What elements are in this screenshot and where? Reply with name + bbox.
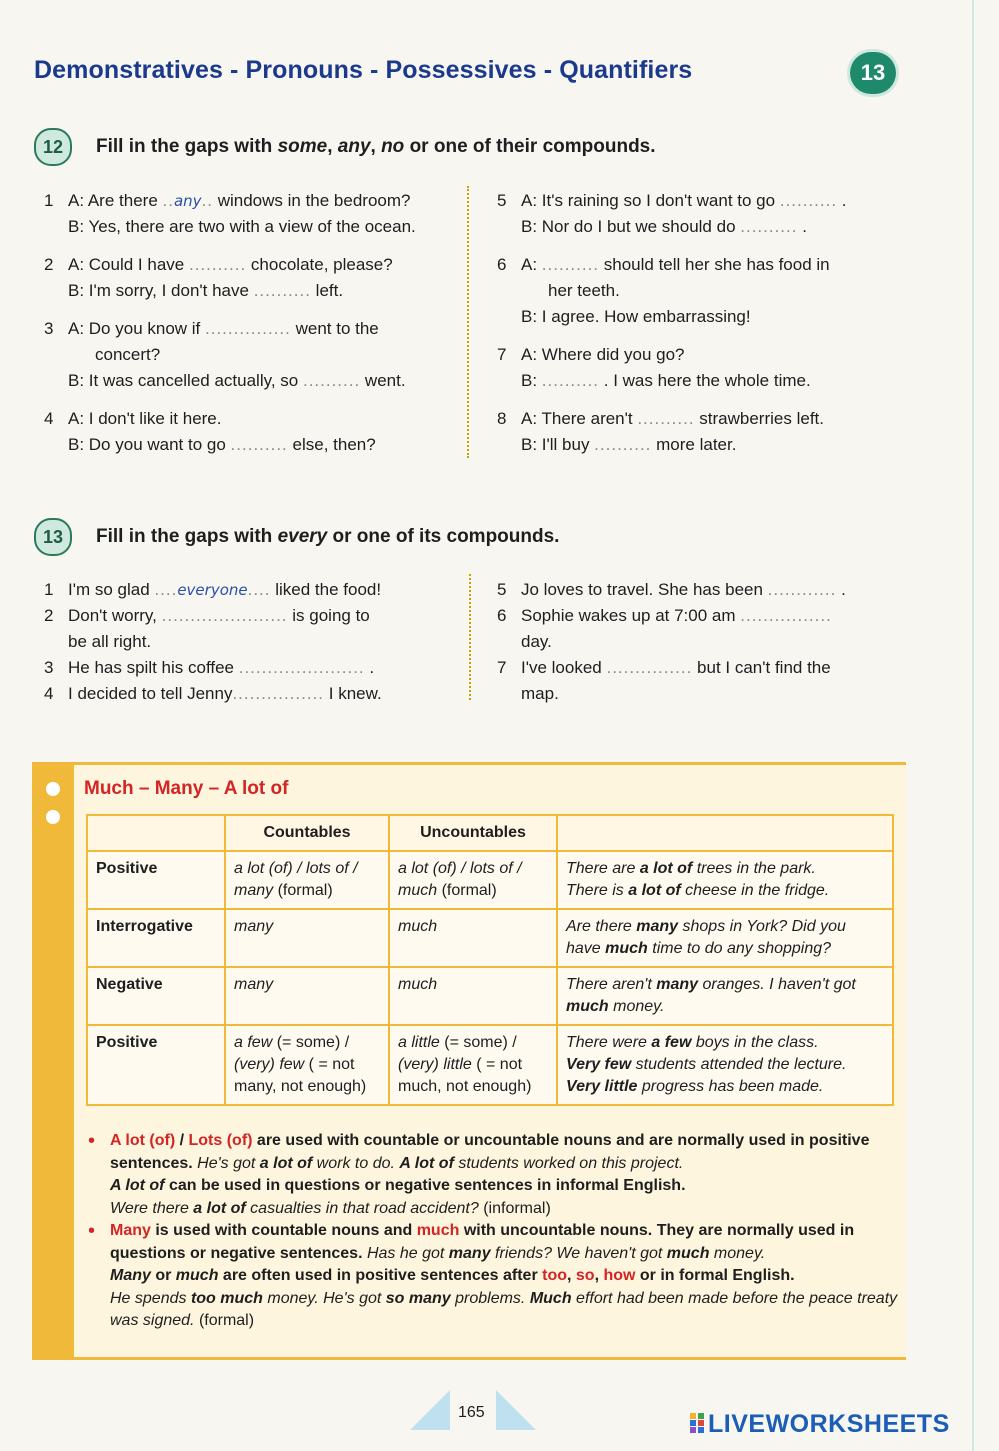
example-text: work to do. xyxy=(312,1154,400,1172)
line-text: chocolate, please? xyxy=(246,255,393,274)
register-tag: (informal) xyxy=(478,1199,551,1217)
page-decor-right xyxy=(496,1390,536,1430)
column-divider xyxy=(467,186,469,458)
note-bullet-2 xyxy=(88,1220,898,1333)
line-text: A: Could I have xyxy=(68,255,189,274)
example-text: problems. xyxy=(450,1289,530,1307)
line-text: A: xyxy=(521,255,542,274)
cell-text: ( = not xyxy=(471,1056,523,1073)
cell-text: have xyxy=(566,940,606,957)
table-header: Countables xyxy=(225,815,389,851)
line-text: B: It was cancelled actually, so xyxy=(68,371,303,390)
unit-badge: 13 xyxy=(850,52,896,94)
exercise-12-instruction xyxy=(96,136,656,158)
ex12-item-5 xyxy=(497,188,847,236)
bullet-dot-icon xyxy=(46,782,60,796)
example-text: friends? We haven't got xyxy=(490,1244,667,1262)
line-text: A: It's raining so I don't want to go xyxy=(521,191,780,210)
line-text: Sophie wakes up at 7:00 am xyxy=(521,606,741,625)
note-text: , xyxy=(567,1267,576,1284)
cell-text: time to do any shopping? xyxy=(647,940,832,957)
ex13-item-2 xyxy=(44,603,370,651)
line-text: day. xyxy=(521,632,552,651)
example-text: Has he got xyxy=(366,1244,449,1262)
line-text: liked the food! xyxy=(270,580,382,599)
note-bullet-1 xyxy=(88,1130,898,1220)
cell-text: a lot (of) / lots of / xyxy=(398,860,522,877)
line-text: . xyxy=(797,217,807,236)
note-text: Many xyxy=(110,1267,151,1284)
grammar-box-strip xyxy=(32,762,74,1360)
answer-input[interactable]: ............... xyxy=(606,658,693,677)
line-text: should tell her she has food in xyxy=(599,255,830,274)
cell-text: shops in York? Did you xyxy=(678,918,846,935)
example-text: too much xyxy=(190,1289,263,1307)
line-text: He has spilt his coffee xyxy=(68,658,239,677)
separator: , xyxy=(370,136,382,157)
keyword-no: no xyxy=(381,136,405,157)
cell-text: progress has been made. xyxy=(637,1078,824,1095)
answer-input[interactable]: .......... xyxy=(740,217,798,236)
line-text: B: I'm sorry, I don't have xyxy=(68,281,254,300)
line-text: B: Do you want to go xyxy=(68,435,231,454)
example-text: He spends xyxy=(110,1289,191,1307)
grammar-notes xyxy=(88,1130,898,1333)
line-text: B: Yes, there are two with a view of the ocean. xyxy=(68,217,416,236)
line-text: her teeth. xyxy=(548,281,620,300)
ex13-item-3 xyxy=(44,655,375,681)
note-text: or xyxy=(150,1267,176,1284)
keyword: too xyxy=(542,1267,567,1284)
example-text: many xyxy=(448,1244,491,1262)
keyword: Lots (of) xyxy=(188,1132,253,1149)
line-text: more later. xyxy=(651,435,737,454)
ex12-item-3 xyxy=(44,316,406,390)
grammar-table xyxy=(86,814,894,1106)
item-number: 5 xyxy=(497,191,507,210)
example-cell xyxy=(557,967,893,1025)
note-text: , xyxy=(594,1267,604,1284)
cell-text: many xyxy=(636,918,679,935)
line-text: is going to xyxy=(287,606,370,625)
table-header: Uncountables xyxy=(389,815,557,851)
line-text: but I can't find the xyxy=(692,658,831,677)
countables-cell: many xyxy=(225,909,389,967)
uncountables-cell xyxy=(389,1025,557,1105)
line-text: windows in the bedroom? xyxy=(212,191,411,210)
answer-input[interactable]: ................ xyxy=(232,684,325,703)
cell-text: There aren't xyxy=(566,976,657,993)
line-text: A: Where did you go? xyxy=(521,345,685,364)
note-text: A lot of xyxy=(110,1177,165,1194)
answer-dots: .. xyxy=(162,191,174,210)
cell-text: many xyxy=(656,976,699,993)
cell-text: a lot (of) / lots of / xyxy=(234,860,358,877)
row-label: Interrogative xyxy=(87,909,225,967)
cell-text: There are xyxy=(566,860,640,877)
cell-text: ( = not xyxy=(304,1056,355,1073)
line-text: . I was here the whole time. xyxy=(599,371,811,390)
note-text: / xyxy=(175,1132,189,1149)
separator: , xyxy=(327,136,338,157)
ex12-item-8 xyxy=(497,406,824,454)
line-text: I'm so glad xyxy=(68,580,155,599)
cell-text: (= some) / xyxy=(439,1034,517,1051)
note-text: is used with countable nouns and xyxy=(150,1222,417,1239)
cell-text: a lot of xyxy=(628,882,681,899)
item-number: 1 xyxy=(44,580,54,599)
answer-input[interactable]: ...................... xyxy=(161,606,288,625)
example-text: students worked on this project. xyxy=(453,1154,684,1172)
item-number: 5 xyxy=(497,580,507,599)
line-text: I knew. xyxy=(324,684,382,703)
answer-input[interactable]: .......... xyxy=(779,191,838,210)
cell-text: a few xyxy=(234,1034,273,1051)
answer-input[interactable]: .......... xyxy=(230,435,288,454)
keyword: so xyxy=(575,1267,595,1284)
item-number: 3 xyxy=(44,658,54,677)
line-text: B: Nor do I but we should do xyxy=(521,217,741,236)
item-number: 8 xyxy=(497,409,507,428)
ex13-item-7 xyxy=(497,655,831,703)
example-text: Much xyxy=(529,1289,572,1307)
countables-cell: many xyxy=(225,967,389,1025)
keyword: how xyxy=(603,1267,636,1284)
column-divider xyxy=(469,574,471,700)
item-number: 3 xyxy=(44,319,54,338)
example-text: He's got xyxy=(197,1154,260,1172)
line-text: . xyxy=(837,191,847,210)
cell-text: Very little xyxy=(566,1078,638,1095)
line-text: left. xyxy=(310,281,344,300)
page-number: 165 xyxy=(458,1404,485,1421)
instruction-text: Fill in the gaps with xyxy=(96,136,278,157)
answer-dots: .... xyxy=(247,580,271,599)
keyword-every: every xyxy=(277,526,328,547)
cell-text: oranges. I haven't got xyxy=(698,976,856,993)
line-text: . xyxy=(836,580,846,599)
ex13-item-5 xyxy=(497,577,846,603)
example-text: money. xyxy=(709,1244,766,1262)
ex12-item-6 xyxy=(497,252,830,326)
uncountables-cell xyxy=(389,851,557,909)
liveworksheets-logo-icon xyxy=(690,1413,704,1433)
item-number: 2 xyxy=(44,606,54,625)
item-number: 6 xyxy=(497,606,507,625)
keyword: A lot (of) xyxy=(110,1132,176,1149)
item-number: 7 xyxy=(497,345,507,364)
keyword-some: some xyxy=(277,136,328,157)
answer-dots: .. xyxy=(201,191,213,210)
ex12-item-4 xyxy=(44,406,376,454)
line-text: A: Do you know if xyxy=(68,319,206,338)
answer-input[interactable]: .......... xyxy=(188,255,247,274)
cell-text: (very) little xyxy=(398,1056,472,1073)
example-cell xyxy=(557,1025,893,1105)
example-text: a lot of xyxy=(193,1199,246,1217)
note-text: or in formal English. xyxy=(635,1267,795,1284)
table-header xyxy=(557,815,893,851)
table-row xyxy=(87,909,893,967)
ex12-item-2 xyxy=(44,252,393,300)
countables-cell xyxy=(225,1025,389,1105)
answer-input[interactable]: any xyxy=(173,192,202,210)
cell-text: Are there xyxy=(566,918,637,935)
line-text: be all right. xyxy=(68,632,152,651)
line-text: went to the xyxy=(290,319,379,338)
line-text: B: I agree. How embarrassing! xyxy=(521,307,751,326)
line-text: I decided to tell Jenny xyxy=(68,684,233,703)
answer-input[interactable]: .......... xyxy=(253,281,311,300)
line-text: map. xyxy=(521,684,559,703)
cell-text: much xyxy=(605,940,648,957)
example-text: money. He's got xyxy=(262,1289,386,1307)
line-text: A: I don't like it here. xyxy=(68,409,222,428)
line-text: B: I'll buy xyxy=(521,435,595,454)
item-number: 7 xyxy=(497,658,507,677)
ex13-item-1 xyxy=(44,577,382,603)
example-text: effort had been made before the peace treaty was signed. xyxy=(110,1289,898,1329)
page-edge xyxy=(972,0,974,1451)
line-text: B: xyxy=(521,371,542,390)
table-row xyxy=(87,967,893,1025)
note-text: are used with countable or uncountable nouns and are normally used in positive sentences. xyxy=(110,1132,870,1172)
line-text: . xyxy=(364,658,375,677)
item-number: 4 xyxy=(44,684,54,703)
answer-input[interactable]: .......... xyxy=(637,409,695,428)
cell-text: much, not enough) xyxy=(398,1078,532,1095)
cell-text: many, not enough) xyxy=(234,1078,367,1095)
cell-text: many xyxy=(234,882,274,899)
cell-text: much xyxy=(566,998,609,1015)
line-text: A: There aren't xyxy=(521,409,638,428)
ex13-item-6 xyxy=(497,603,832,651)
cell-text: (formal) xyxy=(273,882,333,899)
table-row xyxy=(87,851,893,909)
line-text: else, then? xyxy=(287,435,376,454)
uncountables-cell: much xyxy=(389,967,557,1025)
line-text: strawberries left. xyxy=(694,409,824,428)
line-text: Jo loves to travel. She has been xyxy=(521,580,768,599)
cell-text: (formal) xyxy=(437,882,497,899)
line-text: A: Are there xyxy=(68,191,163,210)
answer-input[interactable]: .......... xyxy=(541,255,600,274)
keyword: much xyxy=(416,1222,460,1239)
cell-text: There were xyxy=(566,1034,652,1051)
cell-text: trees in the park. xyxy=(692,860,816,877)
cell-text: money. xyxy=(608,998,665,1015)
item-number: 2 xyxy=(44,255,54,274)
example-text: Were there xyxy=(110,1199,194,1217)
row-label: Positive xyxy=(87,1025,225,1105)
example-text: a lot of xyxy=(259,1154,313,1172)
example-cell xyxy=(557,909,893,967)
example-text: so many xyxy=(385,1289,451,1307)
countables-cell xyxy=(225,851,389,909)
instruction-text: or one of its compounds. xyxy=(327,526,560,547)
note-text: much xyxy=(175,1267,219,1284)
exercise-13-badge: 13 xyxy=(34,518,72,556)
example-text: much xyxy=(666,1244,710,1262)
grammar-title: Much – Many – A lot of xyxy=(84,778,289,799)
answer-input[interactable]: ............... xyxy=(205,319,291,338)
exercise-13-instruction xyxy=(96,526,559,548)
register-tag: (formal) xyxy=(194,1312,255,1329)
example-text: A lot of xyxy=(399,1154,454,1172)
bullet-dot-icon xyxy=(46,810,60,824)
row-label: Positive xyxy=(87,851,225,909)
note-text: are often used in positive sentences after xyxy=(218,1267,543,1284)
table-header xyxy=(87,815,225,851)
cell-text: boys in the class. xyxy=(691,1034,819,1051)
item-number: 4 xyxy=(44,409,54,428)
cell-text: Very few xyxy=(566,1056,632,1073)
example-text: casualties in that road accident? xyxy=(245,1199,479,1217)
item-number: 1 xyxy=(44,191,54,210)
line-text: I've looked xyxy=(521,658,607,677)
cell-text: students attended the lecture. xyxy=(631,1056,847,1073)
keyword-any: any xyxy=(337,136,371,157)
exercise-12-badge: 12 xyxy=(34,128,72,166)
ex12-item-1 xyxy=(44,188,416,236)
line-text: Don't worry, xyxy=(68,606,162,625)
answer-input[interactable]: .......... xyxy=(594,435,652,454)
cell-text: There is xyxy=(566,882,629,899)
answer-input[interactable]: ...................... xyxy=(238,658,365,677)
answer-input[interactable]: .......... xyxy=(541,371,600,390)
cell-text: a little xyxy=(398,1034,440,1051)
page-title: Demonstratives - Pronouns - Possessives - Quantifiers xyxy=(34,56,693,84)
page-decor-left xyxy=(410,1390,450,1430)
note-text: can be used in questions or negative sentences in informal English. xyxy=(164,1177,686,1194)
row-label: Negative xyxy=(87,967,225,1025)
answer-input[interactable]: .......... xyxy=(302,371,361,390)
keyword: Many xyxy=(110,1222,151,1239)
uncountables-cell: much xyxy=(389,909,557,967)
note-text: with uncountable nouns. They are normally used in questions or negative sentences. xyxy=(110,1222,855,1262)
line-text: went. xyxy=(360,371,406,390)
ex12-item-7 xyxy=(497,342,811,390)
brand-logo-text: LIVEWORKSHEETS xyxy=(708,1410,950,1438)
answer-input[interactable]: ................ xyxy=(740,606,832,625)
table-row xyxy=(87,1025,893,1105)
answer-input[interactable]: everyone xyxy=(177,581,248,599)
ex13-item-4 xyxy=(44,681,382,707)
cell-text: a lot of xyxy=(639,860,693,877)
cell-text: a few xyxy=(651,1034,692,1051)
line-text: concert? xyxy=(95,345,161,364)
example-cell xyxy=(557,851,893,909)
instruction-text: or one of their compounds. xyxy=(404,136,656,157)
answer-dots: .... xyxy=(154,580,178,599)
item-number: 6 xyxy=(497,255,507,274)
cell-text: cheese in the fridge. xyxy=(680,882,830,899)
table-header-row xyxy=(87,815,893,851)
cell-text: much xyxy=(398,882,438,899)
answer-input[interactable]: ............ xyxy=(767,580,837,599)
cell-text: (very) few xyxy=(234,1056,305,1073)
cell-text: (= some) / xyxy=(272,1034,350,1051)
instruction-text: Fill in the gaps with xyxy=(96,526,278,547)
